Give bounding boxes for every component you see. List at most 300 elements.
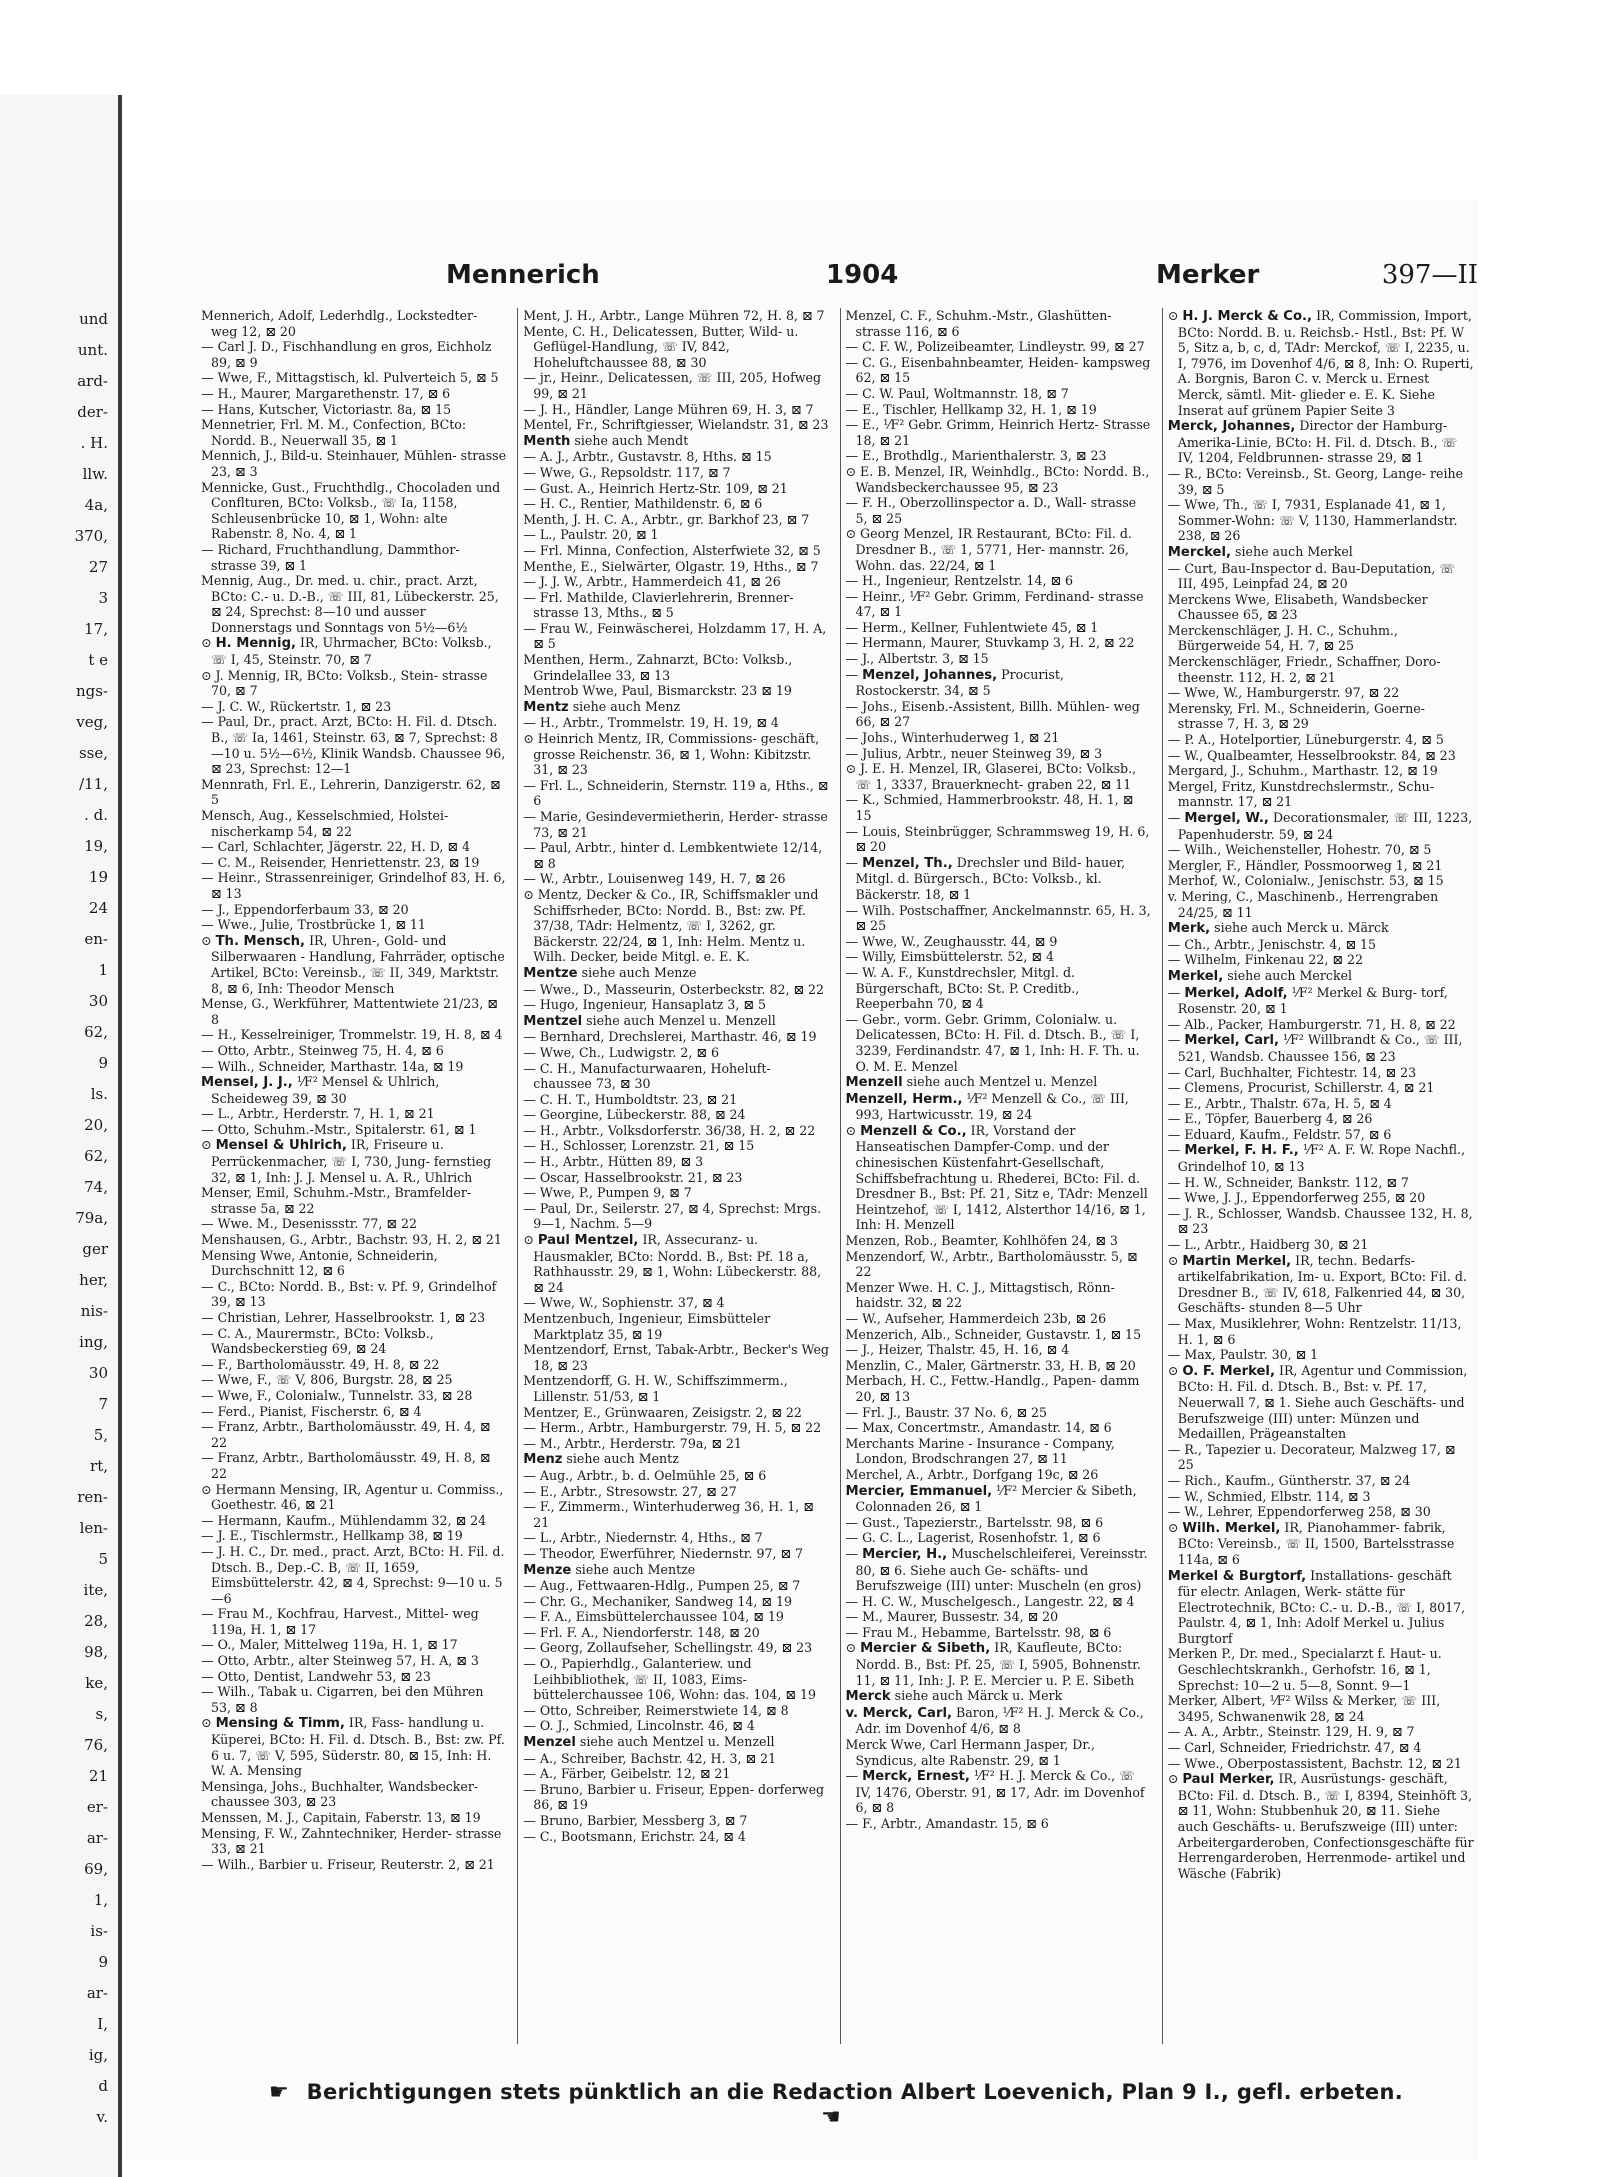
directory-entry: — Bernhard, Drechslerei, Marthastr. 46, ⊠ 19 — [523, 1029, 829, 1045]
directory-entry: — H., Ingenieur, Rentzelstr. 14, ⊠ 6 — [846, 573, 1152, 589]
directory-entry: Menzel siehe auch Mentzel u. Menzell — [523, 1734, 775, 1751]
previous-page-fragment: . d. — [84, 806, 108, 824]
directory-entry: Menthe, E., Sielwärter, Olgastr. 19, Hths., ⊠ 7 — [523, 558, 819, 574]
directory-entry: Mergard, J., Schuhm., Marthastr. 12, ⊠ 19 — [1167, 763, 1438, 779]
directory-entry: ⊙ Menzell & Co., IR, Vorstand der Hanseatischen Dampfer-Comp. und der chinesischen Küstenfahrt-Gesellschaft, Schiffsbefrachtung u. Rhederei, BCto: Fil. d. Dresdner B., Bst: Pf. 21, Sitz e, TAdr: Menzell Heintzehof, ☏ I, 1412, Alsterthor 14/16, ⊠ 1, Inh: H. Menzell — [845, 1122, 1148, 1233]
previous-page-fragment: ren- — [77, 1488, 108, 1506]
directory-entry: — Gust., Tapezierstr., Bartelsstr. 98, ⊠ 6 — [846, 1515, 1152, 1531]
directory-entry: — Mercier, H., Muschelschleiferei, Vereinsstr. 80, ⊠ 6. Siehe auch Ge- schäfts- und Berufszweige (III) unter: Muscheln (en gros) — [846, 1546, 1152, 1594]
previous-page-fragment: 79a, — [75, 1209, 108, 1227]
previous-page-fragment: 20, — [84, 1116, 108, 1134]
directory-entry: ⊙ Mercier & Sibeth, IR, Kaufleute, BCto: Nordd. B., Bst: Pf. 25, ☏ I, 5905, Bohnenstr. 11, ⊠ 11, Inh: J. P. E. Mercier u. P. E. Sibeth — [845, 1640, 1141, 1688]
directory-entry: ⊙ H. Mennig, IR, Uhrmacher, BCto: Volksb., ☏ I, 45, Steinstr. 70, ⊠ 7 — [201, 635, 492, 668]
previous-page-fragment: 9 — [98, 1953, 108, 1971]
directory-entry: ⊙ Paul Merker, IR, Ausrüstungs- geschäft, BCto: Fil. d. Dtsch. B., ☏ I, 8394, Steinhöft 3, ⊠ 11, Wohn: Stubbenhuk 20, ⊠ 11. Siehe auch Geschäfts- u. Berufszweige (III) unter: Arbeitergarderoben, Confectionsgeschäfte für Herrengarderoben, Herrenmode- artikel und Wäsche (Fabrik) — [1167, 1771, 1474, 1881]
directory-entry: Menzendorf, W., Arbtr., Bartholomäusstr. 5, ⊠ 22 — [845, 1248, 1138, 1280]
previous-page-fragment: 74, — [84, 1178, 108, 1196]
directory-entry: — Richard, Fruchthandlung, Dammthor- strasse 39, ⊠ 1 — [201, 542, 507, 573]
directory-entry: — Paul, Arbtr., hinter d. Lembkentwiete 12/14, ⊠ 8 — [523, 840, 829, 871]
directory-entry: — Aug., Arbtr., b. d. Oelmühle 25, ⊠ 6 — [523, 1468, 829, 1484]
directory-entry: Merck, Johannes, Director der Hamburg-Amerika-Linie, BCto: H. Fil. d. Dtsch. B., ☏ IV, 1204, Feldbrunnen- strasse 29, ⊠ 1 — [1167, 418, 1458, 466]
directory-entry: — Paul, Dr., Seilerstr. 27, ⊠ 4, Sprechst: Mrgs. 9—1, Nachm. 5—9 — [523, 1201, 829, 1232]
previous-page-fragment: 21 — [88, 1767, 108, 1785]
directory-entry: Mennich, J., Bild-u. Steinhauer, Mühlen- strasse 23, ⊠ 3 — [201, 448, 507, 479]
directory-entry: — Carl J. D., Fischhandlung en gros, Eichholz 89, ⊠ 9 — [201, 339, 507, 370]
directory-entry: — Julius, Arbtr., neuer Steinweg 39, ⊠ 3 — [846, 746, 1152, 762]
directory-entry: — O., Maler, Mittelweg 119a, H. 1, ⊠ 17 — [201, 1637, 507, 1653]
directory-entry: — Georg, Zollaufseher, Schellingstr. 49, ⊠ 23 — [523, 1640, 829, 1656]
directory-entry: — J. E., Tischlermstr., Hellkamp 38, ⊠ 19 — [201, 1528, 507, 1544]
directory-entry: Mercier, Emmanuel, ⅟F² Mercier & Sibeth, Colonnaden 26, ⊠ 1 — [845, 1482, 1137, 1515]
previous-page-fragment: 5 — [98, 1550, 108, 1568]
directory-entry: Mensch, Aug., Kesselschmied, Holstei- nischerkamp 54, ⊠ 22 — [201, 808, 449, 839]
directory-entry: — Johs., Winterhuderweg 1, ⊠ 21 — [846, 730, 1152, 746]
column-4 — [1162, 308, 1478, 2044]
directory-entry: — Eduard, Kaufm., Feldstr. 57, ⊠ 6 — [1168, 1127, 1474, 1143]
directory-entry: Menth siehe auch Mendt — [523, 432, 689, 449]
directory-entry: — Wwe, W., Sophienstr. 37, ⊠ 4 — [523, 1295, 829, 1311]
directory-entry: — Hans, Kutscher, Victoriastr. 8a, ⊠ 15 — [201, 402, 507, 418]
directory-entry: Merckens Wwe, Elisabeth, Wandsbecker Chaussee 65, ⊠ 23 — [1167, 591, 1428, 623]
directory-entry: — H., Kesselreiniger, Trommelstr. 19, H. 8, ⊠ 4 — [201, 1027, 507, 1043]
directory-entry: — J. C. W., Rückertstr. 1, ⊠ 23 — [201, 699, 507, 715]
directory-entry: — W. A. F., Kunstdrechsler, Mitgl. d. Bürgerschaft, BCto: St. P. Creditb., Reeperbahn 70, ⊠ 4 — [846, 965, 1152, 1012]
previous-page-fragment: ngs- — [75, 682, 108, 700]
directory-entry: Ment, J. H., Arbtr., Lange Mühren 72, H. 8, ⊠ 7 — [523, 308, 825, 323]
previous-page-fragment: /11, — [79, 775, 108, 793]
directory-entry: — C., Bootsmann, Erichstr. 24, ⊠ 4 — [523, 1829, 829, 1845]
directory-entry: — H. C., Rentier, Mathildenstr. 6, ⊠ 6 — [523, 496, 829, 512]
directory-entry: — Wwe, Th., ☏ I, 7931, Esplanade 41, ⊠ 1, Sommer-Wohn: ☏ V, 1130, Hammerlandstr. 238, ⊠ 26 — [1168, 497, 1474, 544]
directory-entry: — Marie, Gesindevermietherin, Herder- strasse 73, ⊠ 21 — [523, 809, 829, 840]
directory-entry: — Wwe. M., Desenissstr. 77, ⊠ 22 — [201, 1216, 507, 1232]
directory-entry: — Franz, Arbtr., Bartholomäusstr. 49, H. 8, ⊠ 22 — [201, 1450, 507, 1481]
directory-entry: — G. C. L., Lagerist, Rosenhofstr. 1, ⊠ 6 — [846, 1530, 1152, 1546]
footer-notice — [256, 2080, 1406, 2130]
directory-entry: — Otto, Dentist, Landwehr 53, ⊠ 23 — [201, 1669, 507, 1685]
directory-entry: — Mergel, W., Decorationsmaler, ☏ III, 1223, Papenhuderstr. 59, ⊠ 24 — [1168, 810, 1474, 842]
directory-entry: Merck Wwe, Carl Hermann Jasper, Dr., Syndicus, alte Rabenstr. 29, ⊠ 1 — [845, 1737, 1095, 1768]
previous-page-fragment: ing, — [79, 1333, 108, 1351]
previous-page-fragment: s, — [95, 1705, 108, 1723]
previous-page-fragment: is- — [90, 1922, 108, 1940]
directory-entry: — C. G., Eisenbahnbeamter, Heiden- kampsweg 62, ⊠ 15 — [846, 355, 1152, 386]
directory-entry: — Wwe., Julie, Trostbrücke 1, ⊠ 11 — [201, 917, 507, 933]
directory-entry: — H., Maurer, Margarethenstr. 17, ⊠ 6 — [201, 386, 507, 402]
previous-page-fragment: ig, — [88, 2046, 108, 2064]
previous-page-fragment: 76, — [84, 1736, 108, 1754]
previous-page-fragment: 30 — [88, 992, 108, 1010]
directory-entry: — Merck, Ernest, ⅟F² H. J. Merck & Co., ☏ IV, 1476, Oberstr. 91, ⊠ 17, Adr. im Dovenhof 6, ⊠ 8 — [846, 1768, 1152, 1816]
previous-page-fragment: I, — [97, 2015, 108, 2033]
directory-entry: — Merkel, Carl, ⅟F² Willbrandt & Co., ☏ III, 521, Wandsb. Chaussee 156, ⊠ 23 — [1168, 1032, 1474, 1064]
directory-entry: — F., Zimmerm., Winterhuderweg 36, H. 1, ⊠ 21 — [523, 1499, 829, 1530]
directory-entry: — Christian, Lehrer, Hasselbrookstr. 1, ⊠ 23 — [201, 1310, 507, 1326]
directory-entry: — J. J. W., Arbtr., Hammerdeich 41, ⊠ 26 — [523, 574, 829, 590]
previous-page-fragment: 28, — [84, 1612, 108, 1630]
directory-entry: Merbach, H. C., Fettw.-Handlg., Papen- damm 20, ⊠ 13 — [845, 1373, 1140, 1404]
directory-entry: — Hermann, Kaufm., Mühlendamm 32, ⊠ 24 — [201, 1513, 507, 1529]
previous-page-fragment: 24 — [88, 899, 108, 917]
directory-entry: Merchel, A., Arbtr., Dorfgang 19c, ⊠ 26 — [845, 1466, 1099, 1482]
directory-entry: — J. R., Schlosser, Wandsb. Chaussee 132, H. 8, ⊠ 23 — [1168, 1206, 1474, 1237]
directory-entry: Mense, G., Werkführer, Mattentwiete 21/23, ⊠ 8 — [201, 996, 498, 1027]
directory-entry: — E., Brothdlg., Marienthalerstr. 3, ⊠ 23 — [846, 448, 1152, 464]
directory-entry: — L., Arbtr., Niedernstr. 4, Hths., ⊠ 7 — [523, 1530, 829, 1546]
directory-entry: Mentz siehe auch Menz — [523, 698, 681, 715]
previous-page-edge — [0, 95, 122, 2177]
directory-entry: ⊙ Heinrich Mentz, IR, Commissions- geschäft, grosse Reichenstr. 36, ⊠ 1, Wohn: Kibitzstr. 31, ⊠ 23 — [523, 731, 820, 778]
directory-entry: Menzlin, C., Maler, Gärtnerstr. 33, H. B, ⊠ 20 — [845, 1357, 1136, 1373]
directory-entry: — Herm., Kellner, Fuhlentwiete 45, ⊠ 1 — [846, 620, 1152, 636]
previous-page-fragment: . H. — [80, 434, 108, 452]
directory-entry: — L., Arbtr., Herderstr. 7, H. 1, ⊠ 21 — [201, 1106, 507, 1122]
directory-entry: — Ferd., Pianist, Fischerstr. 6, ⊠ 4 — [201, 1404, 507, 1420]
directory-entry: — Rich., Kaufm., Güntherstr. 37, ⊠ 24 — [1168, 1473, 1474, 1489]
directory-entry: Menzel, C. F., Schuhm.-Mstr., Glashütten- strasse 116, ⊠ 6 — [845, 308, 1112, 339]
directory-entry: — Otto, Arbtr., alter Steinweg 57, H. A, ⊠ 3 — [201, 1653, 507, 1669]
directory-entry: Mensel, J. J., ⅟F² Mensel & Uhlrich, Scheideweg 39, ⊠ 30 — [201, 1074, 440, 1106]
directory-entry: — Paul, Dr., pract. Arzt, BCto: H. Fil. d. Dtsch. B., ☏ Ia, 1461, Steinstr. 63, ⊠ 7, Sprechst: 8—10 u. 5½—6½, Klinik Wandsb. Chaussee 96, ⊠ 23, Sprechst: 12—1 — [201, 714, 507, 776]
column-2 — [517, 308, 833, 2044]
directory-entry: Mennrath, Frl. E., Lehrerin, Danzigerstr. 62, ⊠ 5 — [201, 776, 501, 808]
directory-entry: — M., Arbtr., Herderstr. 79a, ⊠ 21 — [523, 1436, 829, 1452]
previous-page-fragment: der- — [77, 403, 108, 421]
directory-entry: — Wilh. Postschaffner, Anckelmannstr. 65, H. 3, ⊠ 25 — [846, 903, 1152, 934]
directory-entry: — Ch., Arbtr., Jenischstr. 4, ⊠ 15 — [1168, 937, 1474, 953]
directory-entry: — Theodor, Ewerführer, Niedernstr. 97, ⊠ 7 — [523, 1546, 829, 1562]
previous-page-fragment: und — [79, 310, 108, 328]
directory-entry: — Max, Musiklehrer, Wohn: Rentzelstr. 11/13, H. 1, ⊠ 6 — [1168, 1316, 1474, 1347]
directory-entry: Merk, siehe auch Merck u. Märck — [1167, 920, 1389, 937]
directory-entry: — Carl, Buchhalter, Fichtestr. 14, ⊠ 23 — [1168, 1065, 1474, 1081]
directory-entry: — A., Färber, Geibelstr. 12, ⊠ 21 — [523, 1766, 829, 1782]
directory-entry: ⊙ Wilh. Merkel, IR, Pianohammer- fabrik, BCto: Vereinsb., ☏ II, 1500, Bartelsstrasse 114a, ⊠ 6 — [1167, 1519, 1455, 1567]
directory-entry: — Menzel, Th., Drechsler und Bild- hauer, Mitgl. d. Bürgersch., BCto: Volksb., kl. Bäckerstr. 18, ⊠ 1 — [846, 855, 1152, 903]
directory-entry: — Frau M., Kochfrau, Harvest., Mittel- weg 119a, H. 1, ⊠ 17 — [201, 1606, 507, 1637]
previous-page-fragment: veg, — [76, 713, 108, 731]
directory-entry: — C. F. W., Polizeibeamter, Lindleystr. 99, ⊠ 27 — [846, 339, 1152, 355]
directory-entry: — F., Arbtr., Amandastr. 15, ⊠ 6 — [846, 1816, 1152, 1832]
directory-entry: — A., Schreiber, Bachstr. 42, H. 3, ⊠ 21 — [523, 1751, 829, 1767]
directory-entry: — H., Arbtr., Trommelstr. 19, H. 19, ⊠ 4 — [523, 715, 829, 731]
directory-entry: — Frl. F. A., Niendorferstr. 148, ⊠ 20 — [523, 1625, 829, 1641]
directory-entry: — Otto, Schreiber, Reimerstwiete 14, ⊠ 8 — [523, 1703, 829, 1719]
directory-entry: — W., Lehrer, Eppendorferweg 258, ⊠ 30 — [1168, 1504, 1474, 1520]
directory-entry: Merckenschläger, J. H. C., Schuhm., Bürgerweide 54, H. 7, ⊠ 25 — [1167, 622, 1398, 654]
previous-page-fragment: ger — [82, 1240, 108, 1258]
previous-page-fragment: ls. — [90, 1085, 108, 1103]
previous-page-fragment: len- — [79, 1519, 108, 1537]
directory-entry: — Frau M., Hebamme, Bartelsstr. 98, ⊠ 6 — [846, 1625, 1152, 1641]
directory-entry: — E., Arbtr., Stresowstr. 27, ⊠ 27 — [523, 1484, 829, 1500]
previous-page-fragment: v. — [96, 2108, 108, 2126]
directory-entry: — Aug., Fettwaaren-Hdlg., Pumpen 25, ⊠ 7 — [523, 1578, 829, 1594]
column-3 — [840, 308, 1156, 2044]
directory-entry: — Wwe, W., Zeughausstr. 44, ⊠ 9 — [846, 934, 1152, 950]
directory-entry: — W., Qualbeamter, Hesselbrookstr. 84, ⊠ 23 — [1168, 748, 1474, 764]
directory-entry: Merker, Albert, ⅟F² Wilss & Merker, ☏ III, 3495, Schwanenwik 28, ⊠ 24 — [1167, 1693, 1441, 1724]
previous-page-fragment: 62, — [84, 1147, 108, 1165]
directory-entry: — Otto, Schuhm.-Mstr., Spitalerstr. 61, ⊠ 1 — [201, 1122, 507, 1138]
directory-entry: — Bruno, Barbier, Messberg 3, ⊠ 7 — [523, 1813, 829, 1829]
directory-entry: — Willy, Eimsbüttelerstr. 52, ⊠ 4 — [846, 949, 1152, 965]
previous-page-fragment: 370, — [74, 527, 108, 545]
directory-entry: — A. A., Arbtr., Steinstr. 129, H. 9, ⊠ 7 — [1168, 1724, 1474, 1740]
directory-entry: — Wwe, J. J., Eppendorferweg 255, ⊠ 20 — [1168, 1190, 1474, 1206]
directory-entry: — H., Arbtr., Hütten 89, ⊠ 3 — [523, 1154, 829, 1170]
directory-entry: Merck siehe auch Märck u. Merk — [845, 1688, 1063, 1705]
directory-entry: ⊙ O. F. Merkel, IR, Agentur und Commission, BCto: H. Fil. d. Dtsch. B., Bst: v. Pf. 17, Neuerwall 7, ⊠ 1. Siehe auch Geschäfts- und Berufszweige (III) unter: Münzen und Medaillen, Prägeanstalten — [1167, 1362, 1468, 1442]
page-number: 397—II — [1381, 260, 1478, 290]
directory-entry: — L., Arbtr., Haidberg 30, ⊠ 21 — [1168, 1237, 1474, 1253]
directory-entry: Mentze siehe auch Menze — [523, 964, 697, 981]
directory-entry: Mensinga, Johs., Buchhalter, Wandsbecker- chaussee 303, ⊠ 23 — [201, 1778, 479, 1810]
directory-entry: — Gebr., vorm. Gebr. Grimm, Colonialw. u. Delicatessen, BCto: H. Fil. d. Dtsch. B., ☏ I, 3239, Ferdinandstr. 47, ⊠ 1, Inh: H. F. Th. u. O. M. E. Menzel — [846, 1012, 1152, 1074]
previous-page-fragment: 4a, — [84, 496, 108, 514]
previous-page-fragment: 9 — [98, 1054, 108, 1072]
running-header — [126, 260, 1478, 294]
directory-entry: — Menzel, Johannes, Procurist, Rostockerstr. 34, ⊠ 5 — [846, 667, 1152, 699]
footer-text: Berichtigungen stets pünktlich an die Redaction Albert Loevenich, Plan 9 I., gefl. erbeten. — [306, 2080, 1403, 2104]
directory-entry: — H. W., Schneider, Bankstr. 112, ⊠ 7 — [1168, 1175, 1474, 1191]
directory-entry: — C. H. T., Humboldtstr. 23, ⊠ 21 — [523, 1092, 829, 1108]
previous-page-fragment: 5, — [93, 1426, 108, 1444]
directory-entry: — R., Tapezier u. Decorateur, Malzweg 17, ⊠ 25 — [1168, 1442, 1474, 1473]
directory-entry: — Wilh., Tabak u. Cigarren, bei den Mühren 53, ⊠ 8 — [201, 1684, 507, 1715]
directory-entry: — jr., Heinr., Delicatessen, ☏ III, 205, Hofweg 99, ⊠ 21 — [523, 370, 829, 401]
directory-entry: — Frl. J., Baustr. 37 No. 6, ⊠ 25 — [846, 1405, 1152, 1421]
directory-entry: — Alb., Packer, Hamburgerstr. 71, H. 8, ⊠ 22 — [1168, 1017, 1474, 1033]
directory-entry: Merckel, siehe auch Merkel — [1167, 543, 1353, 560]
directory-entry: Merensky, Frl. M., Schneiderin, Goerne- strasse 7, H. 3, ⊠ 29 — [1167, 700, 1425, 732]
directory-entry: — W., Aufseher, Hammerdeich 23b, ⊠ 26 — [846, 1311, 1152, 1327]
directory-entry: — A. J., Arbtr., Gustavstr. 8, Hths. ⊠ 15 — [523, 449, 829, 465]
previous-page-fragment: 3 — [98, 589, 108, 607]
directory-entry: Mentzer, E., Grünwaaren, Zeisigstr. 2, ⊠ 22 — [523, 1404, 802, 1420]
directory-entry: Mentzenbuch, Ingenieur, Eimsbütteler Marktplatz 35, ⊠ 19 — [523, 1311, 771, 1342]
directory-entry: — Wwe, P., Pumpen 9, ⊠ 7 — [523, 1185, 829, 1201]
directory-entry: — F., Bartholomäusstr. 49, H. 8, ⊠ 22 — [201, 1357, 507, 1373]
previous-page-fragment: er- — [86, 1798, 108, 1816]
previous-page-fragment: ke, — [85, 1674, 108, 1692]
directory-entry: — E., Tischler, Hellkamp 32, H. 1, ⊠ 19 — [846, 402, 1152, 418]
directory-entry: — Wwe, Ch., Ludwigstr. 2, ⊠ 6 — [523, 1045, 829, 1061]
directory-entry: Merchants Marine - Insurance - Company, London, Brodschrangen 27, ⊠ 11 — [845, 1435, 1115, 1467]
column-1 — [196, 308, 511, 2044]
directory-entry: Menzell, Herm., ⅟F² Menzell & Co., ☏ III, 993, Hartwicusstr. 19, ⊠ 24 — [845, 1090, 1129, 1123]
directory-entry: — Louis, Steinbrügger, Schrammsweg 19, H. 6, ⊠ 20 — [846, 824, 1152, 855]
directory-entry: — Frau W., Feinwäscherei, Holzdamm 17, H. A, ⊠ 5 — [523, 621, 829, 652]
previous-page-fragment: ar- — [86, 1984, 108, 2002]
previous-page-fragment: en- — [84, 930, 108, 948]
directory-entry: — C. A., Maurermstr., BCto: Volksb., Wandsbeckerstieg 69, ⊠ 24 — [201, 1326, 507, 1357]
directory-entry: ⊙ H. J. Merck & Co., IR, Commission, Import, BCto: Nordd. B. u. Reichsb.- Hstl., Bst: Pf. W 5, Sitz a, b, c, d, TAdr: Merckof, ☏ I, 2235, u. I, 7976, im Dovenhof 4/6, ⊠ 8, Inh: O. Ruperti, A. Borgnis, Baron C. v. Merck u. Ernest Merck, sämtl. Mit- glieder e. E. K. Siehe Inserat auf grünem Papier Seite 3 — [1167, 308, 1474, 418]
directory-entry: Merkel, siehe auch Merckel — [1167, 967, 1353, 984]
previous-page-fragment: nis- — [80, 1302, 108, 1320]
directory-entry: — F. H., Oberzollinspector a. D., Wall- strasse 5, ⊠ 25 — [846, 495, 1152, 526]
directory-entry: — Wwe, W., Hamburgerstr. 97, ⊠ 22 — [1168, 685, 1474, 701]
directory-entry: — Wwe, F., Mittagstisch, kl. Pulverteich 5, ⊠ 5 — [201, 370, 507, 386]
directory-entry: Menshausen, G., Arbtr., Bachstr. 93, H. 2, ⊠ 21 — [201, 1232, 502, 1248]
directory-entry: — J. H., Händler, Lange Mühren 69, H. 3, ⊠ 7 — [523, 402, 829, 418]
directory-entry: Mennetrier, Frl. M. M., Confection, BCto: Nordd. B., Neuerwall 35, ⊠ 1 — [201, 417, 467, 448]
directory-entry: Mentel, Fr., Schriftgiesser, Wielandstr. 31, ⊠ 23 — [523, 417, 829, 433]
previous-page-fragment: 69, — [84, 1860, 108, 1878]
directory-entry: — O. J., Schmied, Lincolnstr. 46, ⊠ 4 — [523, 1718, 829, 1734]
directory-entry: — Chr. G., Mechaniker, Sandweg 14, ⊠ 19 — [523, 1594, 829, 1610]
directory-entry: — J., Albertstr. 3, ⊠ 15 — [846, 651, 1152, 667]
directory-entry: Mennicke, Gust., Fruchthdlg., Chocoladen und Conflturen, BCto: Volksb., ☏ Ia, 1158, Schleusenbrücke 10, ⊠ 1, Wohn: alte Rabenstr. 8, No. 4, ⊠ 1 — [201, 479, 501, 542]
header-last-entry: Merker — [1156, 260, 1260, 290]
pointing-hand-icon: ☚ — [820, 2105, 842, 2130]
directory-entry: ⊙ Th. Mensch, IR, Uhren-, Gold- und Silberwaaren - Handlung, Fahrräder, optische Artikel, BCto: Vereinsb., ☏ II, 349, Marktstr. 8, ⊠ 6, Inh: Theodor Mensch — [201, 932, 505, 996]
directory-entry: Menthen, Herm., Zahnarzt, BCto: Volksb., Grindelallee 33, ⊠ 13 — [523, 652, 793, 683]
directory-entry: v. Merck, Carl, Baron, ⅟F² H. J. Merck & Co., Adr. im Dovenhof 4/6, ⊠ 8 — [845, 1704, 1144, 1737]
directory-entry: — Wwe., Oberpostassistent, Bachstr. 12, ⊠ 21 — [1168, 1756, 1474, 1772]
directory-entry: — H. C. W., Muschelgesch., Langestr. 22, ⊠ 4 — [846, 1594, 1152, 1610]
previous-page-fragment: 19, — [84, 837, 108, 855]
directory-entry: Mennerich, Adolf, Lederhdlg., Lockstedter- weg 12, ⊠ 20 — [201, 308, 478, 339]
directory-entry: Mentzendorf, Ernst, Tabak-Arbtr., Becker's Weg 18, ⊠ 23 — [523, 1342, 829, 1373]
directory-entry: Menze siehe auch Mentze — [523, 1561, 696, 1578]
previous-page-fragment: t e — [88, 651, 108, 669]
directory-entry: — E., Arbtr., Thalstr. 67a, H. 5, ⊠ 4 — [1168, 1096, 1474, 1112]
directory-entry: — Oscar, Hasselbrookstr. 21, ⊠ 23 — [523, 1170, 829, 1186]
directory-entry: — Wwe, G., Repsoldstr. 117, ⊠ 7 — [523, 465, 829, 481]
pointing-hand-icon: ☛ — [269, 2080, 290, 2105]
directory-entry: — Frl. Minna, Confection, Alsterfwiete 32, ⊠ 5 — [523, 543, 829, 559]
previous-page-fragment: llw. — [82, 465, 108, 483]
directory-entry: — C. W. Paul, Woltmannstr. 18, ⊠ 7 — [846, 386, 1152, 402]
directory-entry: ⊙ Mentz, Decker & Co., IR, Schiffsmakler und Schiffsrheder, BCto: Nordd. B., Bst: zw. Pf. 37/38, TAdr: Helmentz, ☏ I, 3262, gr. Bäckerstr. 22/24, ⊠ 1, Inh: Helm. Mentz u. Wilh. Decker, beide Mitgl. e. E. K. — [523, 886, 819, 965]
directory-entry: — K., Schmied, Hammerbrookstr. 48, H. 1, ⊠ 15 — [846, 792, 1152, 823]
directory-entry: — Wilh., Barbier u. Friseur, Reuterstr. 2, ⊠ 21 — [201, 1857, 507, 1873]
directory-entry: Mentzel siehe auch Menzel u. Menzell — [523, 1012, 776, 1029]
directory-entry: — Curt, Bau-Inspector d. Bau-Deputation, ☏ III, 495, Leinpfad 24, ⊠ 20 — [1168, 561, 1474, 592]
previous-page-fragment: 98, — [84, 1643, 108, 1661]
directory-entry: — Wilh., Schneider, Marthastr. 14a, ⊠ 19 — [201, 1059, 507, 1075]
directory-entry: ⊙ Martin Merkel, IR, techn. Bedarfs- artikelfabrikation, Im- u. Export, BCto: Fil. d. Dresdner B., ☏ IV, 618, Falkenried 44, ⊠ 30, Geschäfts- stunden 8—5 Uhr — [1167, 1252, 1467, 1316]
directory-entry: Menser, Emil, Schuhm.-Mstr., Bramfelder- strasse 5a, ⊠ 22 — [201, 1185, 472, 1216]
directory-entry: Mente, C. H., Delicatessen, Butter, Wild- u. Geflügel-Handlung, ☏ IV, 842, Hoheluftchaussee 88, ⊠ 30 — [523, 323, 799, 370]
directory-entry: Mergler, F., Händler, Possmoorweg 1, ⊠ 21 — [1167, 857, 1443, 873]
directory-entry: — Carl, Schneider, Friedrichstr. 47, ⊠ 4 — [1168, 1740, 1474, 1756]
previous-page-fragment: her, — [79, 1271, 108, 1289]
previous-page-fragment: 30 — [88, 1364, 108, 1382]
directory-entry: Menssen, M. J., Capitain, Faberstr. 13, ⊠ 19 — [201, 1810, 481, 1825]
directory-entry: — C. H., Manufacturwaaren, Hoheluft- chaussee 73, ⊠ 30 — [523, 1061, 829, 1092]
directory-entry: — Wwe., D., Masseurin, Osterbeckstr. 82, ⊠ 22 — [523, 982, 829, 998]
directory-entry: — Herm., Arbtr., Hamburgerstr. 79, H. 5, ⊠ 22 — [523, 1420, 829, 1436]
directory-entry: v. Mering, C., Maschinenb., Herrengraben 24/25, ⊠ 11 — [1167, 888, 1439, 920]
directory-page — [126, 200, 1478, 2160]
directory-entry: Mensing, F. W., Zahntechniker, Herder- strasse 33, ⊠ 21 — [201, 1825, 502, 1857]
directory-entry: — Gust. A., Heinrich Hertz-Str. 109, ⊠ 21 — [523, 481, 829, 497]
directory-entry: — Carl, Schlachter, Jägerstr. 22, H. D, ⊠ 4 — [201, 839, 507, 855]
directory-entry: Menz siehe auch Mentz — [523, 1451, 679, 1468]
directory-entry: — W., Schmied, Elbstr. 114, ⊠ 3 — [1168, 1489, 1474, 1505]
directory-entry: — H., Arbtr., Volksdorferstr. 36/38, H. 2, ⊠ 22 — [523, 1123, 829, 1139]
directory-entry: — Frl. Mathilde, Clavierlehrerin, Brenner- strasse 13, Mths., ⊠ 5 — [523, 590, 829, 621]
directory-entry: Merhof, W., Colonialw., Jenischstr. 53, ⊠ 15 — [1167, 873, 1444, 889]
directory-entry: — Franz, Arbtr., Bartholomäusstr. 49, H. 4, ⊠ 22 — [201, 1419, 507, 1450]
directory-entry: — O., Papierhdlg., Galanteriew. und Leihbibliothek, ☏ II, 1083, Eims- büttelerchaussee 106, Wohn: das. 104, ⊠ 19 — [523, 1656, 829, 1703]
directory-entry: — C. M., Reisender, Henriettenstr. 23, ⊠ 19 — [201, 855, 507, 871]
directory-entry: — M., Maurer, Bussestr. 34, ⊠ 20 — [846, 1609, 1152, 1625]
header-year: 1904 — [826, 260, 899, 290]
previous-page-fragment: ar- — [86, 1829, 108, 1847]
previous-page-fragment: 19 — [88, 868, 108, 886]
directory-entry: — P. A., Hotelportier, Lüneburgerstr. 4, ⊠ 5 — [1168, 732, 1474, 748]
directory-entry: Mentrob Wwe, Paul, Bismarckstr. 23 ⊠ 19 — [523, 683, 792, 699]
directory-entry: — E., ⅟F² Gebr. Grimm, Heinrich Hertz- Strasse 18, ⊠ 21 — [846, 417, 1152, 448]
previous-page-fragment: 1, — [93, 1891, 108, 1909]
entry-columns — [196, 308, 1478, 2044]
directory-entry: — Merkel, Adolf, ⅟F² Merkel & Burg- torf, Rosenstr. 20, ⊠ 1 — [1168, 985, 1474, 1017]
directory-entry: Merken P., Dr. med., Specialarzt f. Haut- u. Geschlechtskrankh., Gerhofstr. 16, ⊠ 1, Sprechst: 10—2 u. 5—8, Sonnt. 9—1 — [1167, 1646, 1442, 1693]
directory-entry: — Wwe, F., Colonialw., Tunnelstr. 33, ⊠ 28 — [201, 1388, 507, 1404]
directory-entry: — E., Töpfer, Bauerberg 4, ⊠ 26 — [1168, 1111, 1474, 1127]
directory-entry: Menzer Wwe. H. C. J., Mittagstisch, Rönn- haidstr. 32, ⊠ 22 — [845, 1279, 1115, 1311]
previous-page-fragment: 62, — [84, 1023, 108, 1041]
directory-entry: Menzen, Rob., Beamter, Kohlhöfen 24, ⊠ 3 — [845, 1233, 1118, 1249]
directory-entry: Menth, J. H. C. A., Arbtr., gr. Barkhof 23, ⊠ 7 — [523, 511, 810, 527]
directory-entry: — Otto, Arbtr., Steinweg 75, H. 4, ⊠ 6 — [201, 1043, 507, 1059]
previous-page-fragment: rt, — [90, 1457, 108, 1475]
previous-page-fragment: ite, — [83, 1581, 108, 1599]
directory-entry: — Johs., Eisenb.-Assistent, Billh. Mühlen- weg 66, ⊠ 27 — [846, 699, 1152, 730]
directory-entry: Mensing Wwe, Antonie, Schneiderin, Durchschnitt 12, ⊠ 6 — [201, 1247, 438, 1279]
directory-entry: — Frl. L., Schneiderin, Sternstr. 119 a, Hths., ⊠ 6 — [523, 778, 829, 809]
directory-entry: — Clemens, Procurist, Schillerstr. 4, ⊠ 21 — [1168, 1080, 1474, 1096]
directory-entry: — Wwe, F., ☏ V, 806, Burgstr. 28, ⊠ 25 — [201, 1372, 507, 1388]
directory-entry: ⊙ Mensel & Uhlrich, IR, Friseure u. Perrückenmacher, ☏ I, 730, Jung- fernstieg 32, ⊠ 1, Inh: J. J. Mensel u. A. R., Uhlrich — [201, 1137, 492, 1185]
directory-entry: ⊙ J. Mennig, IR, BCto: Volksb., Stein- strasse 70, ⊠ 7 — [201, 667, 488, 699]
directory-entry: — Hermann, Maurer, Stuvkamp 3, H. 2, ⊠ 22 — [846, 635, 1152, 651]
previous-page-fragment: 17, — [84, 620, 108, 638]
directory-entry: — Merkel, F. H. F., ⅟F² A. F. W. Rope Nachfl., Grindelhof 10, ⊠ 13 — [1168, 1142, 1474, 1174]
directory-entry: — Georgine, Lübeckerstr. 88, ⊠ 24 — [523, 1107, 829, 1123]
previous-page-fragment: ard- — [77, 372, 108, 390]
page-gutter-line — [118, 95, 122, 2177]
directory-entry: — Bruno, Barbier u. Friseur, Eppen- dorferweg 86, ⊠ 19 — [523, 1782, 829, 1813]
directory-entry: Mergel, Fritz, Kunstdrechslermstr., Schu- mannstr. 17, ⊠ 21 — [1167, 778, 1434, 810]
directory-entry: Mentzendorff, G. H. W., Schiffszimmerm., Lillenstr. 51/53, ⊠ 1 — [523, 1373, 788, 1404]
header-first-entry: Mennerich — [446, 260, 600, 290]
directory-entry: Merkel & Burgtorf, Installations- geschäft für electr. Anlagen, Werk- stätte für Electrotechnik, BCto: C.- u. D.-B., ☏ I, 8017, Paulstr. 4, ⊠ 1, Inh: Adolf Merkel u. Julius Burgtorf — [1167, 1567, 1466, 1646]
directory-entry: Merckenschläger, Friedr., Schaffner, Doro- theenstr. 112, H. 2, ⊠ 21 — [1167, 654, 1441, 685]
previous-page-fragment: 1 — [98, 961, 108, 979]
directory-entry: — Wilh., Weichensteller, Hohestr. 70, ⊠ 5 — [1168, 842, 1474, 858]
directory-entry: Mennig, Aug., Dr. med. u. chir., pract. Arzt, BCto: C.- u. D.-B., ☏ III, 81, Lübeckerstr. 25, ⊠ 24, Sprechst: 8—10 und ausser Donnerstags und Sonntags von 5½—6½ — [201, 573, 499, 635]
previous-page-fragment: 7 — [98, 1395, 108, 1413]
directory-entry: — H., Schlosser, Lorenzstr. 21, ⊠ 15 — [523, 1138, 829, 1154]
directory-entry: — L., Paulstr. 20, ⊠ 1 — [523, 527, 829, 543]
directory-entry: — Wilhelm, Finkenau 22, ⊠ 22 — [1168, 952, 1474, 968]
directory-entry: — Max, Paulstr. 30, ⊠ 1 — [1168, 1347, 1474, 1363]
directory-entry: ⊙ Hermann Mensing, IR, Agentur u. Commiss., Goethestr. 46, ⊠ 21 — [201, 1481, 504, 1513]
previous-page-fragment: sse, — [78, 744, 108, 762]
directory-entry: ⊙ J. E. H. Menzel, IR, Glaserei, BCto: Volksb., ☏ 1, 3337, Brauerknecht- graben 22, ⊠ 11 — [845, 761, 1137, 792]
directory-entry: — J. H. C., Dr. med., pract. Arzt, BCto: H. Fil. d. Dtsch. B., Dep.-C. B, ☏ II, 1659, Eimsbüttelerstr. 42, ⊠ 4, Sprechst: 9—10 u. 5—6 — [201, 1544, 507, 1606]
directory-entry: — Hugo, Ingenieur, Hansaplatz 3, ⊠ 5 — [523, 997, 829, 1013]
directory-entry: ⊙ Paul Mentzel, IR, Assecuranz- u. Hausmakler, BCto: Nordd. B., Bst: Pf. 18 a, Rathhausstr. 29, ⊠ 1, Wohn: Lübeckerstr. 88, ⊠ 24 — [523, 1232, 822, 1295]
directory-entry: — F. A., Eimsbüttelerchaussee 104, ⊠ 19 — [523, 1609, 829, 1625]
directory-entry: — C., BCto: Nordd. B., Bst: v. Pf. 9, Grindelhof 39, ⊠ 13 — [201, 1279, 507, 1310]
directory-entry: — Heinr., Strassenreiniger, Grindelhof 83, H. 6, ⊠ 13 — [201, 870, 507, 901]
previous-page-fragment: 27 — [88, 558, 108, 576]
